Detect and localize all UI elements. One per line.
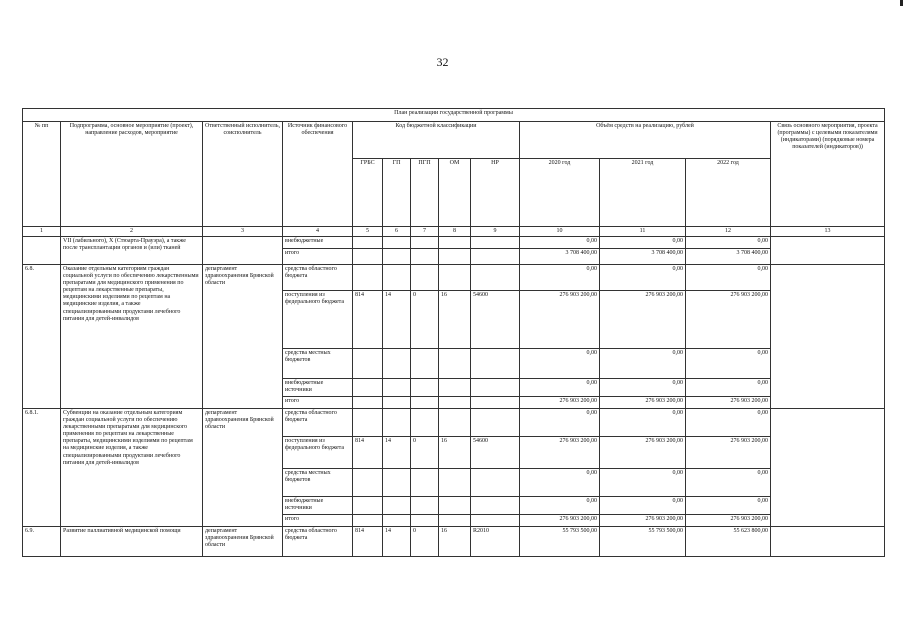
value-2022: 55 623 800,00 (686, 527, 771, 557)
value-2020: 0,00 (520, 349, 600, 379)
item-number: 6.8.1. (23, 409, 61, 527)
col-number: 1 (23, 227, 61, 237)
source-cell: итого (283, 515, 353, 527)
value-2022: 276 903 200,00 (686, 437, 771, 469)
value-2021: 276 903 200,00 (600, 437, 686, 469)
grbs-cell (353, 379, 383, 397)
value-2020: 3 708 400,00 (520, 249, 600, 265)
value-2020: 0,00 (520, 237, 600, 249)
pgp-cell (411, 409, 439, 437)
header-np: НР (471, 159, 520, 227)
source-cell: средства областного бюджета (283, 409, 353, 437)
header-gp: ГП (383, 159, 411, 227)
value-2022: 0,00 (686, 409, 771, 437)
gp-cell (383, 515, 411, 527)
gp-cell (383, 379, 411, 397)
table-row (23, 237, 885, 249)
col-number: 6 (383, 227, 411, 237)
grbs-cell (353, 409, 383, 437)
value-2022: 0,00 (686, 469, 771, 497)
np-cell (471, 397, 520, 409)
value-2022: 276 903 200,00 (686, 515, 771, 527)
value-2022: 0,00 (686, 349, 771, 379)
gp-cell (383, 497, 411, 515)
source-cell: итого (283, 397, 353, 409)
value-2021: 0,00 (600, 349, 686, 379)
link-cell (771, 265, 885, 409)
source-cell: внебюджетные источники (283, 379, 353, 397)
pgp-cell (411, 515, 439, 527)
cont-name: VII (лабильного), X (Стюарта-Прауэра), а также после трансплантации органов и (или) тканей (61, 237, 203, 265)
item-responsible: департамент здравоохранения Брянской области (203, 527, 283, 557)
om-cell: 16 (439, 291, 471, 349)
pgp-cell: 0 (411, 291, 439, 349)
value-2022: 276 903 200,00 (686, 397, 771, 409)
grbs-cell (353, 497, 383, 515)
value-2022: 0,00 (686, 497, 771, 515)
grbs-cell: 814 (353, 527, 383, 557)
header-grbs: ГРБС (353, 159, 383, 227)
col-number: 10 (520, 227, 600, 237)
cont-responsible (203, 237, 283, 265)
value-2020: 0,00 (520, 409, 600, 437)
source-cell: внебюджетные (283, 237, 353, 249)
value-2022: 0,00 (686, 237, 771, 249)
value-2021: 276 903 200,00 (600, 515, 686, 527)
value-2020: 0,00 (520, 265, 600, 291)
np-cell: 54600 (471, 291, 520, 349)
col-number: 4 (283, 227, 353, 237)
value-2020: 0,00 (520, 379, 600, 397)
grbs-cell (353, 397, 383, 409)
source-cell: итого (283, 249, 353, 265)
value-2021: 55 793 500,00 (600, 527, 686, 557)
grbs-cell: 814 (353, 291, 383, 349)
header-source: Источник финансового обеспечения (283, 122, 353, 227)
source-cell: поступления из федерального бюджета (283, 437, 353, 469)
value-2022: 3 708 400,00 (686, 249, 771, 265)
value-2021: 0,00 (600, 497, 686, 515)
np-cell: R2010 (471, 527, 520, 557)
item-number: 6.9. (23, 527, 61, 557)
gp-cell: 14 (383, 291, 411, 349)
header-budget-code: Код бюджетной классификации (353, 122, 520, 159)
col-number: 12 (686, 227, 771, 237)
table-row (23, 265, 885, 291)
table-row (23, 527, 885, 557)
col-number: 5 (353, 227, 383, 237)
column-number-row (23, 227, 885, 237)
col-number: 3 (203, 227, 283, 237)
value-2020: 0,00 (520, 497, 600, 515)
om-cell: 16 (439, 437, 471, 469)
om-cell: 16 (439, 527, 471, 557)
value-2020: 276 903 200,00 (520, 397, 600, 409)
grbs-cell (353, 349, 383, 379)
om-cell (439, 349, 471, 379)
item-responsible: департамент здравоохранения Брянской области (203, 409, 283, 527)
value-2021: 0,00 (600, 237, 686, 249)
value-2021: 276 903 200,00 (600, 291, 686, 349)
om-cell (439, 397, 471, 409)
link-cell (771, 237, 885, 265)
value-2022: 276 903 200,00 (686, 291, 771, 349)
header-pgp: ПГП (411, 159, 439, 227)
np-cell: 54600 (471, 437, 520, 469)
om-cell (439, 379, 471, 397)
np-cell (471, 265, 520, 291)
link-cell (771, 527, 885, 557)
plan-table (22, 108, 885, 557)
value-2021: 0,00 (600, 265, 686, 291)
header-subprogram: Подпрограмма, основное мероприятие (проект), направление расходов, мероприятие (61, 122, 203, 227)
om-cell (439, 469, 471, 497)
gp-cell (383, 265, 411, 291)
value-2020: 276 903 200,00 (520, 515, 600, 527)
col-number: 8 (439, 227, 471, 237)
om-cell (439, 265, 471, 291)
header-responsible: Ответственный исполнитель, соисполнитель (203, 122, 283, 227)
om-cell (439, 497, 471, 515)
item-name: Развитие паллиативной медицинской помощи (61, 527, 203, 557)
source-cell: средства областного бюджета (283, 265, 353, 291)
table-title-row (23, 109, 885, 122)
value-2022: 0,00 (686, 265, 771, 291)
value-2020: 0,00 (520, 469, 600, 497)
np-cell (471, 379, 520, 397)
gp-cell (383, 397, 411, 409)
value-2021: 0,00 (600, 379, 686, 397)
gp-cell: 14 (383, 437, 411, 469)
source-cell: внебюджетные источники (283, 497, 353, 515)
gp-cell (383, 469, 411, 497)
value-2021: 0,00 (600, 409, 686, 437)
link-cell (771, 409, 885, 527)
source-cell: средства местных бюджетов (283, 469, 353, 497)
pgp-cell (411, 497, 439, 515)
header-2022: 2022 год (686, 159, 771, 227)
np-cell (471, 515, 520, 527)
om-cell (439, 409, 471, 437)
source-cell: поступления из федерального бюджета (283, 291, 353, 349)
col-number: 9 (471, 227, 520, 237)
source-cell: средства областного бюджета (283, 527, 353, 557)
table-title: План реализации государственной программы (23, 109, 885, 122)
header-link: Связь основного мероприятия, проекта (программы) с целевыми показателями (индикаторами) (порядковые номера показателей (индикаторов)) (771, 122, 885, 227)
col-number: 13 (771, 227, 885, 237)
col-number: 2 (61, 227, 203, 237)
np-cell (471, 469, 520, 497)
value-2021: 276 903 200,00 (600, 397, 686, 409)
grbs-cell (353, 265, 383, 291)
header-2020: 2020 год (520, 159, 600, 227)
pgp-cell (411, 349, 439, 379)
col-number: 11 (600, 227, 686, 237)
value-2020: 55 793 500,00 (520, 527, 600, 557)
col-number: 7 (411, 227, 439, 237)
item-number: 6.8. (23, 265, 61, 409)
header-num: № пп (23, 122, 61, 227)
grbs-cell (353, 469, 383, 497)
pgp-cell: 0 (411, 437, 439, 469)
source-cell: средства местных бюджетов (283, 349, 353, 379)
grbs-cell (353, 515, 383, 527)
value-2020: 276 903 200,00 (520, 437, 600, 469)
value-2021: 0,00 (600, 469, 686, 497)
pgp-cell (411, 265, 439, 291)
header-volume: Объём средств на реализацию, рублей (520, 122, 771, 159)
om-cell (439, 515, 471, 527)
gp-cell (383, 409, 411, 437)
value-2020: 276 903 200,00 (520, 291, 600, 349)
item-name: Субвенции на оказание отдельным категориям граждан социальной услуги по обеспечению лекарственными препаратами для медицинского применения по рецептам на лекарственные препараты, медицинскими изделиями по рецептам на медицинские изделия, а также специализированными продуктами лечебного питания для детей-инвалидов (61, 409, 203, 527)
table-row (23, 409, 885, 437)
item-responsible: департамент здравоохранения Брянской области (203, 265, 283, 409)
header-om: ОМ (439, 159, 471, 227)
header-2021: 2021 год (600, 159, 686, 227)
value-2021: 3 708 400,00 (600, 249, 686, 265)
pgp-cell (411, 379, 439, 397)
np-cell (471, 497, 520, 515)
grbs-cell: 814 (353, 437, 383, 469)
header-row (23, 122, 885, 159)
scan-edge-mark (900, 0, 903, 6)
cont-num (23, 237, 61, 265)
item-name: Оказание отдельным категориям граждан социальной услуги по обеспечению лекарственными препаратами для медицинского применения по рецептам на лекарственные препараты, медицинскими изделиями по рецептам на медицинские изделия, а также специализированными продуктами лечебного питания для детей-инвалидов (61, 265, 203, 409)
gp-cell: 14 (383, 527, 411, 557)
pgp-cell (411, 397, 439, 409)
page-number: 32 (436, 55, 449, 69)
np-cell (471, 409, 520, 437)
np-cell (471, 349, 520, 379)
pgp-cell: 0 (411, 527, 439, 557)
gp-cell (383, 349, 411, 379)
value-2022: 0,00 (686, 379, 771, 397)
pgp-cell (411, 469, 439, 497)
